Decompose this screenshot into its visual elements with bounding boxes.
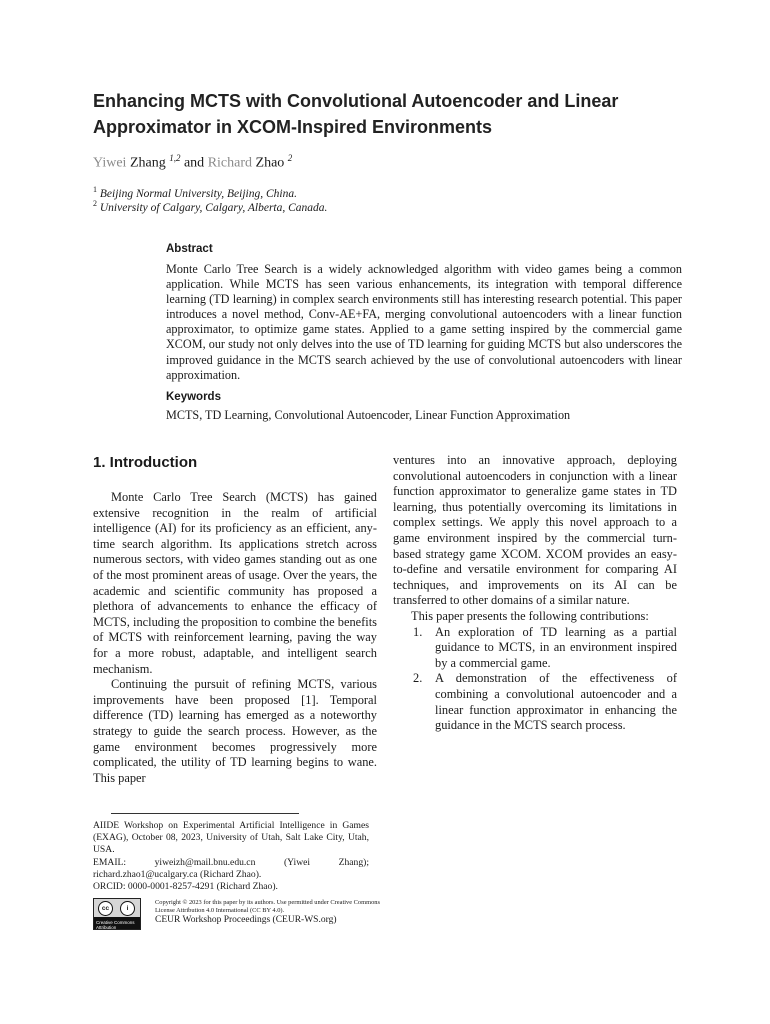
intro-paragraph-2: Continuing the pursuit of refining MCTS, various improvements have been proposed [1]. Temporal difference (TD) learning has emerged as a noteworthy strategy to guide the search process. However, as the game environment becomes progressively more complicated, the utility of TD learning begins to wane. This paper <box>93 677 377 785</box>
cc-badge-caption: Creative Commons Attribution <box>96 920 135 930</box>
contributions-list <box>393 625 677 734</box>
attribution-person-icon: i <box>120 901 135 916</box>
keywords-heading: Keywords <box>166 391 221 403</box>
author-2-first-name: Richard <box>207 155 253 171</box>
affiliation-1 <box>93 185 297 200</box>
list-item <box>393 671 677 733</box>
footnote-block <box>93 820 369 893</box>
list-item-text: A demonstration of the effectiveness of combining a convolutional autoencoder and a linear function approximator in enhancing the guidance in the MCTS search process. <box>435 671 677 733</box>
intro-paragraph-1: Monte Carlo Tree Search (MCTS) has gained extensive recognition in the realm of artificial intelligence (AI) for its proficiency as an efficient, any-time search algorithm. Its applications stretch across numerous sectors, with video games standing out as one of the most prominent areas of usage. Over the years, the academic and scientific community has proposed a plethora of advancements to enhance the efficacy of MCTS, including the proposition to combine the benefits of MCTS with reinforcement learning, paving the way for a more robust, adaptable, and intelligent search mechanism. <box>93 490 377 676</box>
affiliation-2 <box>93 199 327 214</box>
ceur-proceedings-label: CEUR Workshop Proceedings (CEUR-WS.org) <box>155 915 337 925</box>
affiliation-1-text: Beijing Normal University, Beijing, China. <box>99 187 297 200</box>
list-item-text: An exploration of TD learning as a partial guidance to MCTS, in an environment inspired by a commercial game. <box>435 624 677 670</box>
right-column <box>393 453 677 734</box>
abstract-heading: Abstract <box>166 243 213 255</box>
left-column <box>93 490 377 786</box>
footnote-venue: AIIDE Workshop on Experimental Artificial Intelligence in Games (EXAG), October 08, 2023, University of Utah, Salt Lake City, Utah, USA. <box>93 820 369 856</box>
affiliation-1-mark: 1 <box>93 185 97 194</box>
abstract-text: Monte Carlo Tree Search is a widely acknowledged algorithm with video games being a common application. While MCTS has seen various enhancements, its integration with temporal difference learning (TD learning) in complex search environments still has interesting research potential. This paper introduces a novel method, Conv-AE+FA, merging convolutional autoencoders with a linear function approximator, to optimize game states. Applied to a game setting inspired by the commercial game XCOM, our study not only delves into the use of TD learning for guiding MCTS but also underscores the improved guidance in the MCTS search achieved by the use of convolutional autoencoders with linear approximation. <box>166 262 682 382</box>
author-1-first-name: Yiwei <box>93 155 127 171</box>
paper-title: Enhancing MCTS with Convolutional Autoencoder and Linear Approximator in XCOM-Inspired Environments <box>93 91 619 137</box>
copyright-notice: Copyright © 2023 for this paper by its authors. Use permitted under Creative Commons License Attribution 4.0 International (CC BY 4.0). <box>155 899 380 914</box>
list-item-number: 1. <box>413 624 423 639</box>
intro-paragraph-3: This paper presents the following contributions: <box>411 608 649 623</box>
footnote-orcid: ORCID: 0000-0001-8257-4291 (Richard Zhao). <box>93 881 278 893</box>
footnote-divider <box>111 813 299 814</box>
list-item-number: 2. <box>413 671 423 686</box>
cc-by-license-icon <box>93 898 141 930</box>
keywords-text: MCTS, TD Learning, Convolutional Autoencoder, Linear Function Approximation <box>166 408 571 422</box>
list-item <box>393 625 677 672</box>
cc-symbol-icon: cc <box>98 901 113 916</box>
intro-paragraph-2-continued: ventures into an innovative approach, deploying convolutional autoencoders in conjunction with a linear function approximator to generalize game states in TD learning, thus potentially overcoming its limitations in complex settings. We apply this novel approach to a game environment inspired by the commercial turn-based strategy game XCOM. XCOM provides an easy-to-define and versatile environment for comparing AI techniques, and improvements on its AI can be transferred to other domains of a similar nature. <box>393 453 677 608</box>
author-line <box>93 153 292 172</box>
affiliation-2-text: University of Calgary, Calgary, Alberta, Canada. <box>99 201 328 214</box>
author-2-affiliation-mark: 2 <box>287 153 293 163</box>
author-1-affiliation-mark: 1,2 <box>169 153 181 163</box>
author-conjunction: and <box>183 155 205 171</box>
author-2-last-name: Zhao <box>255 155 285 171</box>
section-heading-introduction: 1. Introduction <box>93 454 198 471</box>
affiliation-2-mark: 2 <box>93 199 97 208</box>
author-1-last-name: Zhang <box>129 155 166 171</box>
footnote-email: EMAIL: yiweizh@mail.bnu.edu.cn (Yiwei Zhang); richard.zhao1@ucalgary.ca (Richard Zhao). <box>93 856 369 880</box>
